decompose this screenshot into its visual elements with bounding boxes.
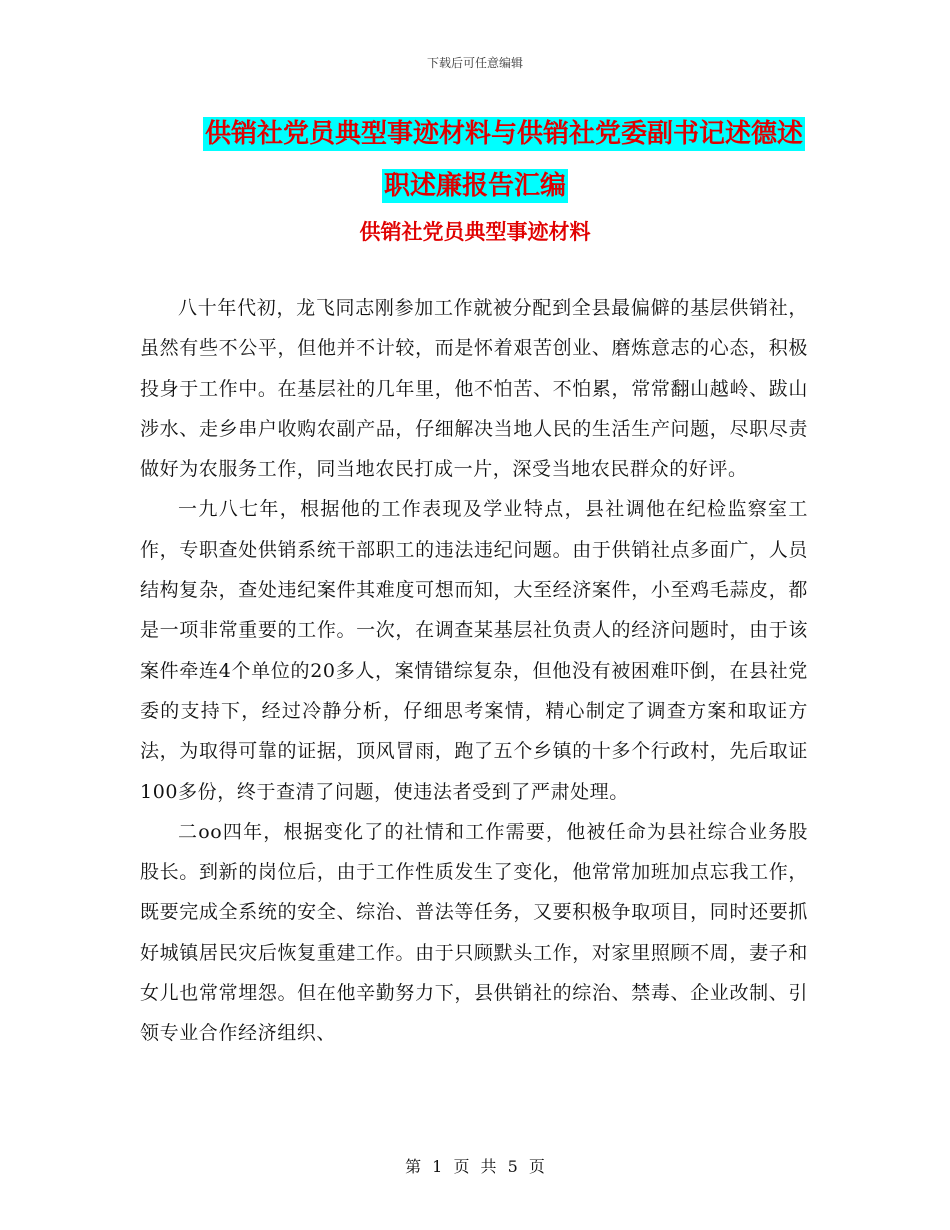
page-footer: 第 1 页 共 5 页	[405, 1157, 545, 1176]
header-note: 下载后可任意编辑	[426, 56, 523, 70]
body-text	[140, 288, 808, 1054]
document-title-line-2	[0, 160, 950, 212]
title-highlight-1: 供销社党员典型事迹材料与供销社党委副书记述德述	[204, 119, 803, 149]
document-title-line-1	[0, 108, 950, 160]
title-highlight-2: 职述廉报告汇编	[383, 171, 566, 201]
paragraph-2: 一九八七年，根据他的工作表现及学业特点，县社调他在纪检监察室工作，专职查处供销系统干部职工的违法违纪问题。由于供销社点多面广，人员结构复杂，查处违纪案件其难度可想而知，大至经济案件，小至鸡毛蒜皮，都是一项非常重要的工作。一次，在调查某基层社负责人的经济问题时，由于该案件牵连4个单位的20多人，案情错综复杂，但他没有被困难吓倒，在县社党委的支持下，经过冷静分析，仔细思考案情，精心制定了调查方案和取证方法，为取得可靠的证据，顶风冒雨，跑了五个乡镇的十多个行政村，先后取证100多份，终于查清了问题，使违法者受到了严肃处理。	[140, 498, 808, 803]
paragraph-3: 二oo四年，根据变化了的社情和工作需要，他被任命为县社综合业务股股长。到新的岗位后，由于工作性质发生了变化，他常常加班加点忘我工作，既要完成全系统的安全、综治、普法等任务，又要积极争取项目，同时还要抓好城镇居民灾后恢复重建工作。由于只顾默头工作，对家里照顾不周，妻子和女儿也常常埋怨。但在他辛勤努力下，县供销社的综治、禁毒、企业改制、引领专业合作经济组织、	[140, 820, 808, 1045]
section-title: 供销社党员典型事迹材料	[359, 220, 591, 244]
document-title	[0, 108, 950, 212]
paragraph-1: 八十年代初，龙飞同志刚参加工作就被分配到全县最偏僻的基层供销社，虽然有些不公平，但他并不计较，而是怀着艰苦创业、磨炼意志的心态，积极投身于工作中。在基层社的几年里，他不怕苦、不怕累，常常翻山越岭、跋山涉水、走乡串户收购农副产品，仔细解决当地人民的生活生产问题，尽职尽责做好为农服务工作，同当地农民打成一片，深受当地农民群众的好评。	[140, 297, 808, 481]
